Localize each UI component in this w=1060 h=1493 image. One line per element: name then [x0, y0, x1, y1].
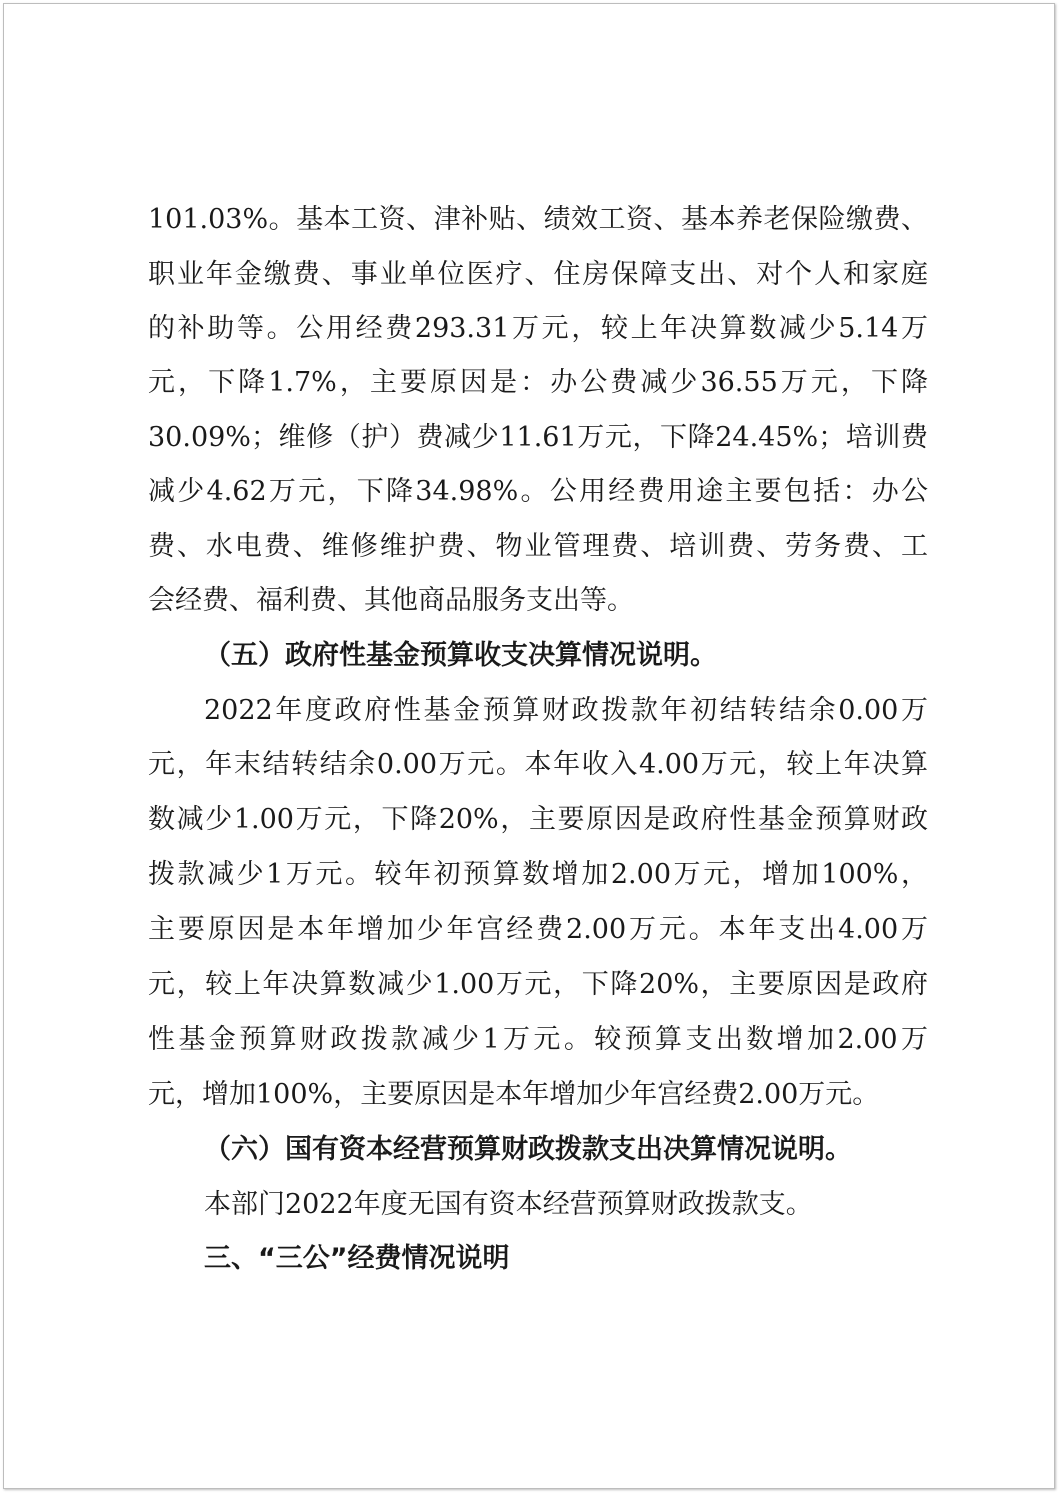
text-line-11: 元，年末结转结余0.00万元。本年收入4.00万元，较上年决算 — [148, 749, 928, 780]
text-line-7: 费、水电费、维修维护费、物业管理费、培训费、劳务费、工 — [148, 531, 928, 562]
text-line-2: 职业年金缴费、事业单位医疗、住房保障支出、对个人和家庭 — [148, 259, 928, 290]
section-heading-3: 三、“三公”经费情况说明 — [204, 1243, 510, 1274]
text-line-4: 元，下降1.7%，主要原因是：办公费减少36.55万元，下降 — [148, 367, 928, 398]
text-line-19: 本部门2022年度无国有资本经营预算财政拨款支。 — [204, 1189, 813, 1220]
text-line-1: 101.03%。基本工资、津补贴、绩效工资、基本养老保险缴费、 — [148, 204, 928, 235]
text-line-16: 性基金预算财政拨款减少1万元。较预算支出数增加2.00万 — [148, 1024, 928, 1055]
text-line-14: 主要原因是本年增加少年宫经费2.00万元。本年支出4.00万 — [148, 914, 928, 945]
text-line-13: 拨款减少1万元。较年初预算数增加2.00万元，增加100%， — [148, 859, 929, 890]
text-line-6: 减少4.62万元，下降34.98%。公用经费用途主要包括：办公 — [148, 476, 928, 507]
text-line-17: 元，增加100%，主要原因是本年增加少年宫经费2.00万元。 — [148, 1079, 880, 1110]
text-line-8: 会经费、福利费、其他商品服务支出等。 — [148, 585, 634, 616]
text-line-3: 的补助等。公用经费293.31万元，较上年决算数减少5.14万 — [148, 313, 928, 344]
text-line-15: 元，较上年决算数减少1.00万元，下降20%，主要原因是政府 — [148, 969, 928, 1000]
text-line-10: 2022年度政府性基金预算财政拨款年初结转结余0.00万 — [204, 695, 928, 726]
section-heading-5: （五）政府性基金预算收支决算情况说明。 — [204, 640, 717, 671]
text-line-5: 30.09%；维修（护）费减少11.61万元，下降24.45%；培训费 — [148, 422, 928, 453]
section-heading-6: （六）国有资本经营预算财政拨款支出决算情况说明。 — [204, 1134, 852, 1165]
text-line-12: 数减少1.00万元，下降20%，主要原因是政府性基金预算财政 — [148, 804, 928, 835]
